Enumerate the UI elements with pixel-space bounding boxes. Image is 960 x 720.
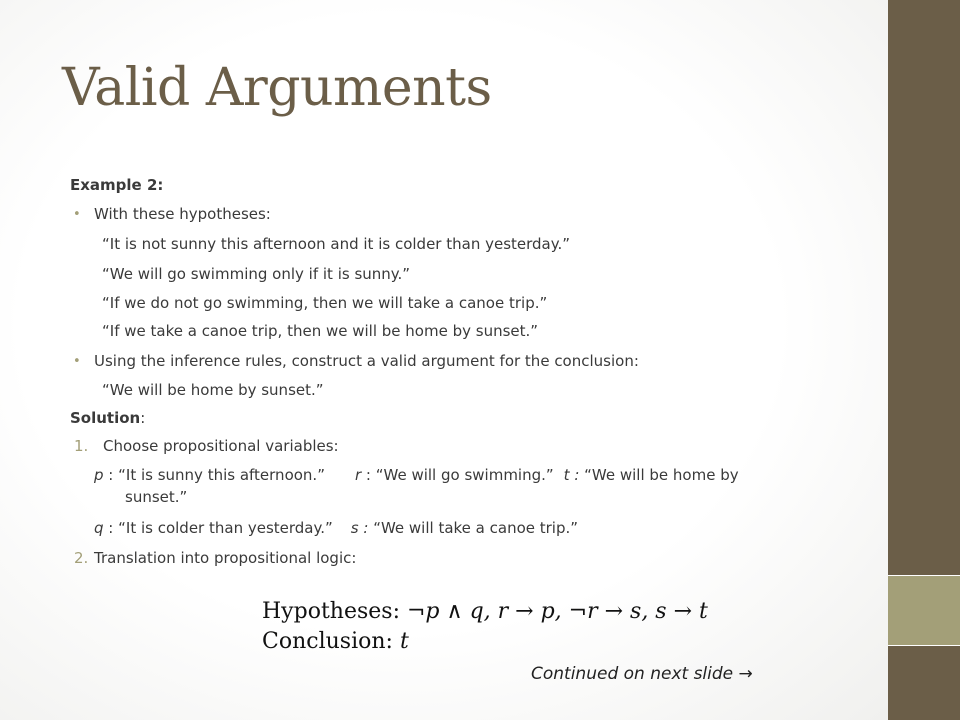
conclusion-intro: Using the inference rules, construct a valid argument for the conclusion: [94,352,639,370]
variable-definitions-row-2: q : “It is colder than yesterday.” s : “We will take a canoe trip.” [94,519,579,537]
arrow-right-icon: → [738,664,753,684]
side-bar-middle [888,576,960,646]
hypothesis-4: “If we take a canoe trip, then we will be home by sunset.” [102,322,539,340]
hypothesis-2: “We will go swimming only if it is sunny.” [102,265,411,283]
step-2-number: 2. [74,549,89,567]
variable-t-continued: sunset.” [125,488,188,506]
solution-heading: Solution: [70,409,146,427]
continued-note: Continued on next slide → [531,664,753,684]
conclusion-quote: “We will be home by sunset.” [102,381,324,399]
bullet-icon: • [73,354,81,369]
step-1-text: Choose propositional variables: [103,437,339,455]
hypothesis-3: “If we do not go swimming, then we will take a canoe trip.” [102,294,548,312]
slide-title: Valid Arguments [62,58,492,118]
hypothesis-1: “It is not sunny this afternoon and it is colder than yesterday.” [102,235,571,253]
variable-definitions-row-1: p : “It is sunny this afternoon.” r : “We will go swimming.” t : “We will be home by [94,466,739,484]
step-1-number: 1. [74,437,89,455]
hypotheses-formula: Hypotheses: ¬p ∧ q, r → p, ¬r → s, s → t [262,599,708,624]
side-bar-bottom [888,646,960,720]
bullet-icon: • [73,207,81,222]
step-2-text: Translation into propositional logic: [94,549,357,567]
hypotheses-intro: With these hypotheses: [94,205,271,223]
conclusion-formula: Conclusion: t [262,629,409,654]
example-label: Example 2: [70,176,164,194]
side-bar-top [888,0,960,576]
